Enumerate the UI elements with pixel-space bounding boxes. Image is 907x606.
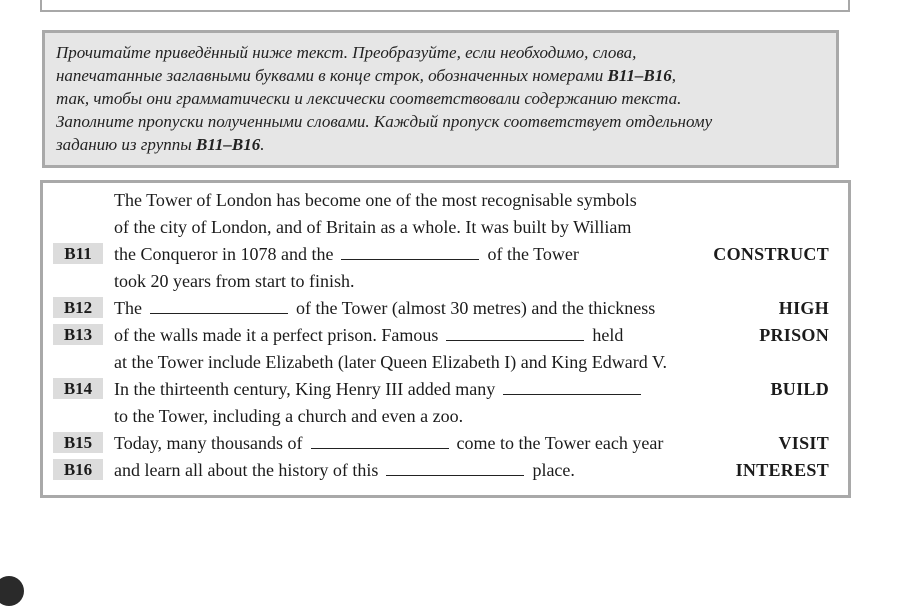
task-label-b14: B14 xyxy=(53,378,103,399)
task-label-b15: B15 xyxy=(53,432,103,453)
page-corner-marker xyxy=(0,576,24,606)
text-fragment: The xyxy=(114,298,142,318)
task-label-b16: B16 xyxy=(53,459,103,480)
text-fragment: In the thirteenth century, King Henry III added many xyxy=(114,379,496,399)
instructions-range: B11–B16 xyxy=(607,66,672,85)
instructions-line: так, чтобы они грамматически и лексически соответствовали содержанию текста. xyxy=(56,89,682,108)
instructions-box xyxy=(42,30,839,168)
text-line xyxy=(114,460,575,480)
text-line: of the city of London, and of Britain as a whole. It was built by William xyxy=(114,217,632,237)
text-line xyxy=(114,379,649,399)
instructions-text: заданию из группы xyxy=(56,135,197,154)
text-line xyxy=(114,298,655,318)
text-line xyxy=(114,325,623,345)
text-fragment: of the walls made it a perfect prison. Famous xyxy=(114,325,439,345)
instructions-text: , xyxy=(671,66,676,85)
word-build: BUILD xyxy=(770,379,829,399)
previous-task-box xyxy=(40,0,850,12)
instructions-line: Заполните пропуски полученными словами. Каждый пропуск соответствует отдельному xyxy=(56,112,713,131)
instructions-text: напечатанные заглавными буквами в конце строк, обозначенных номерами xyxy=(56,66,608,85)
text-fragment: the Conqueror in 1078 and the xyxy=(114,244,334,264)
text-fragment: Today, many thousands of xyxy=(114,433,303,453)
task-label-b12: B12 xyxy=(53,297,103,318)
text-fragment: held xyxy=(592,325,624,345)
text-fragment: of the Tower xyxy=(487,244,579,264)
text-line: to the Tower, including a church and even a zoo. xyxy=(114,406,464,426)
instructions-line: Прочитайте приведённый ниже текст. Преобразуйте, если необходимо, слова, xyxy=(56,43,637,62)
text-line: at the Tower include Elizabeth (later Queen Elizabeth I) and King Edward V. xyxy=(114,352,668,372)
instructions-range: B11–B16 xyxy=(196,135,261,154)
text-line xyxy=(114,433,663,453)
text-line xyxy=(114,244,579,264)
instructions-text: . xyxy=(260,135,265,154)
text-fragment: place. xyxy=(532,460,575,480)
answer-blank-b13[interactable] xyxy=(446,326,584,341)
word-construct: CONSTRUCT xyxy=(713,244,829,264)
text-fragment: and learn all about the history of this xyxy=(114,460,379,480)
answer-blank-b11[interactable] xyxy=(341,245,479,260)
answer-blank-b16[interactable] xyxy=(386,461,524,476)
word-interest: INTEREST xyxy=(735,460,829,480)
text-line: The Tower of London has become one of the most recognisable symbols xyxy=(114,190,637,210)
word-high: HIGH xyxy=(778,298,829,318)
word-visit: VISIT xyxy=(778,433,829,453)
instructions-line xyxy=(56,64,816,87)
answer-blank-b12[interactable] xyxy=(150,299,288,314)
text-fragment: come to the Tower each year xyxy=(456,433,664,453)
text-line: took 20 years from start to finish. xyxy=(114,271,355,291)
text-fragment: of the Tower (almost 30 metres) and the thickness xyxy=(295,298,656,318)
task-label-b13: B13 xyxy=(53,324,103,345)
answer-blank-b15[interactable] xyxy=(311,434,449,449)
word-prison: PRISON xyxy=(759,325,829,345)
instructions-line xyxy=(56,133,816,156)
answer-blank-b14[interactable] xyxy=(503,380,641,395)
task-label-b11: B11 xyxy=(53,243,103,264)
